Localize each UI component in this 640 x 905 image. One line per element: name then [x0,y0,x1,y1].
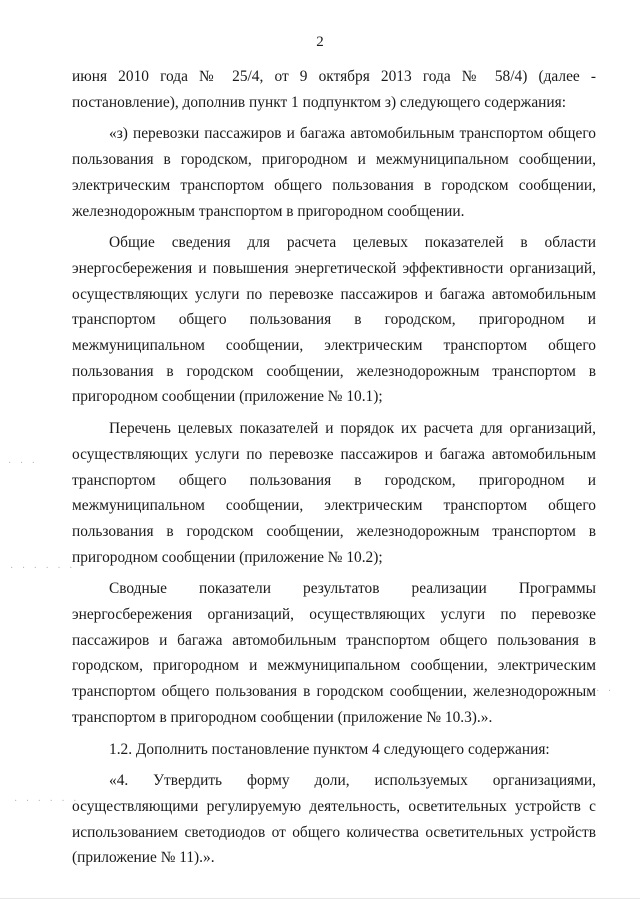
paragraph-item-4: «4. Утвердить форму доли, используемых организациями, осуществляющими регулируемую деятельность, осветительных устройств с использованием светодиодов от общего количества осветительных устройств (приложение № 11).». [72,772,596,867]
page-number: 2 [316,34,324,50]
paragraph-appendix-10-1: Общие сведения для расчета целевых показателей в области энергосбережения и повышения энергетической эффективности организаций, осуществляющих услуги по перевозке пассажиров и багажа автомобильным транспортом общего пользования в городском, пригородном и межмуниципальном сообщении, электрическим транспортом общего пользования в городском сообщении, железнодорожным транспортом в пригородном сообщении (приложение № 10.1); [72,234,596,406]
paragraph-appendix-10-3: Сводные показатели результатов реализации Программы энергосбережения организаций, осуществляющих услуги по перевозке пассажиров и багажа автомобильным транспортом общего пользования в городском, пригородном и межмуниципальном сообщении, электрическим транспортом общего пользования в городском сообщении, железнодорожным транспортом в пригородном сообщении (приложение № 10.3).». [72,580,596,726]
paragraph-subpoint-z: «з) перевозки пассажиров и багажа автомобильным транспортом общего пользования в городском, пригородном и межмуниципальном сообщении, электрическим транспортом общего пользования в городском сообщении, железнодорожным транспортом в пригородном сообщении. [72,125,596,220]
page-bottom-edge [0,898,640,899]
paragraph-appendix-10-2: Перечень целевых показателей и порядок их расчета для организаций, осуществляющих услуги по перевозке пассажиров и багажа автомобильным транспортом общего пользования в городском, пригородном и межмуниципальном сообщении, электрическим транспортом общего пользования в городском сообщении, железнодорожным транспортом в пригородном сообщении (приложение № 10.2); [72,420,596,566]
scan-noise-mark: · · · · · · [10,563,76,574]
paragraph-intro: июня 2010 года № 25/4, от 9 октября 2013 года № 58/4) (далее - постановление), дополнив пункт 1 подпунктом з) следующего содержания: [72,68,596,111]
scan-noise-mark: · · · · · · [14,796,80,807]
paragraph-item-1-2: 1.2. Дополнить постановление пунктом 4 следующего содержания: [109,740,550,758]
scan-noise-mark: · · · [8,458,38,469]
scan-noise-mark: · · [596,686,615,697]
document-body [72,64,596,871]
